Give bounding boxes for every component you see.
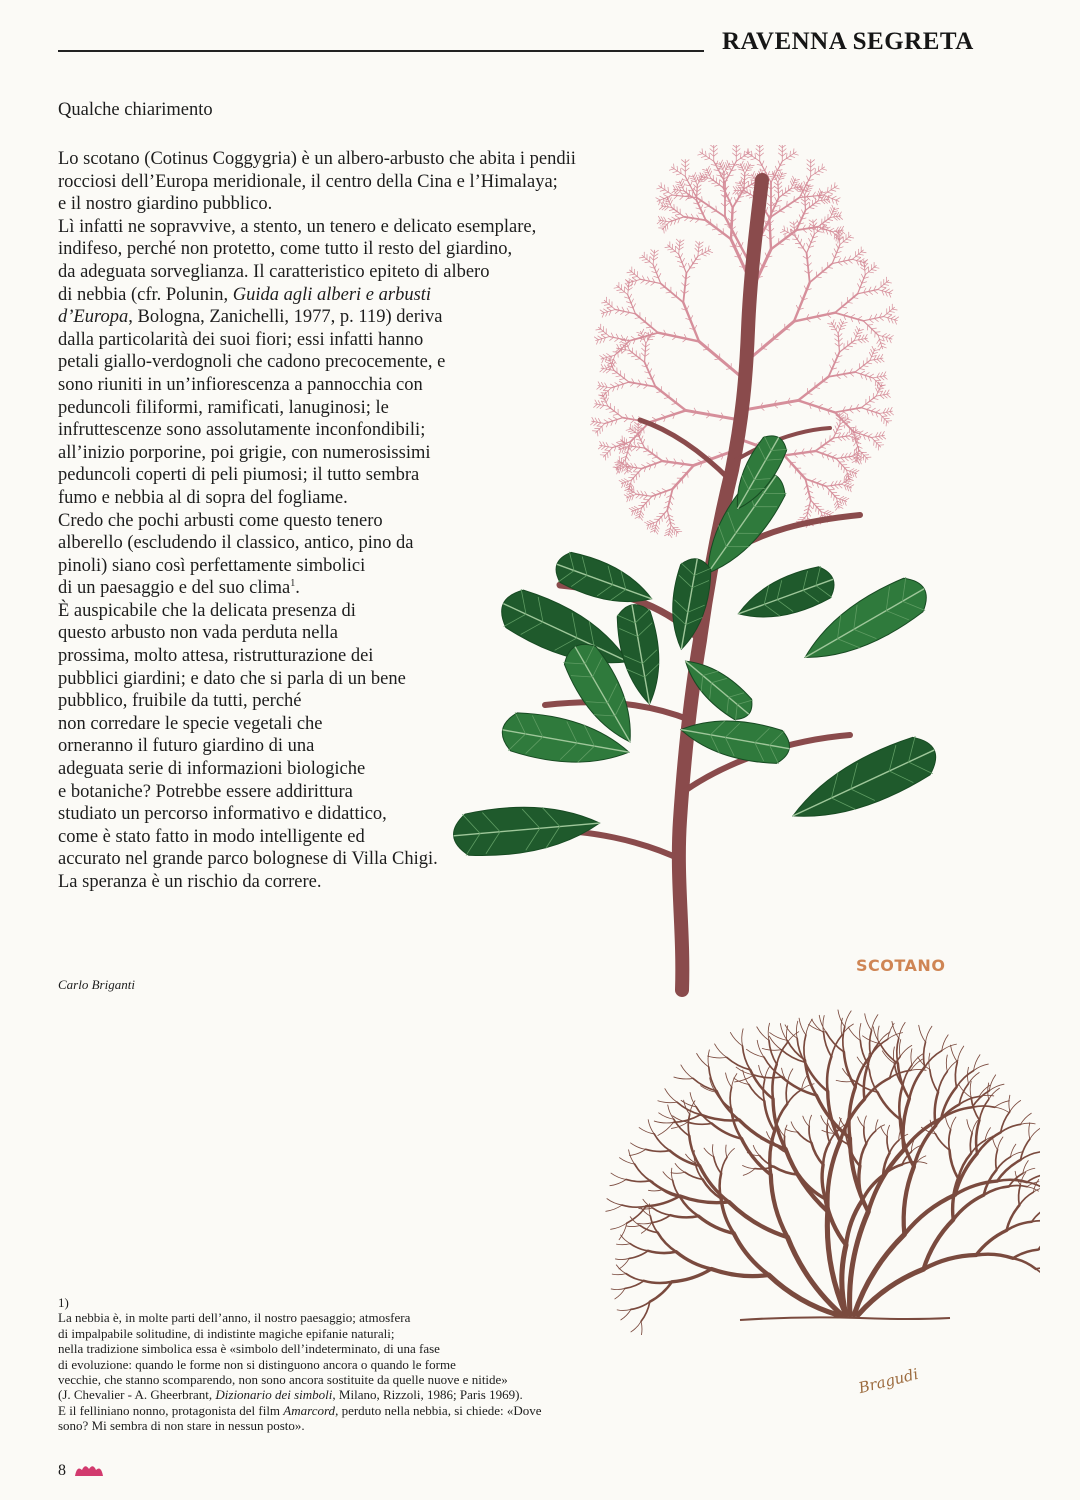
body-line: orneranno il futuro giardino di una: [58, 736, 315, 757]
body-line: all’inizio porporine, poi grigie, con numerosissimi: [58, 442, 431, 463]
leaf-shape: [783, 729, 944, 837]
body-line: e botaniche? Potrebbe essere addirittura: [58, 781, 353, 802]
section-heading: Qualche chiarimento: [58, 100, 213, 120]
artist-signature: Bragudi: [856, 1364, 921, 1398]
footnote-line: nella tradizione simbolica essa è «simbolo dell’indeterminato, di una fase: [58, 1341, 440, 1357]
footnote-text-run: (J. Chevalier - A. Gheerbrant,: [58, 1387, 216, 1403]
header-rule: [58, 50, 704, 52]
footnote-line: sono? Mi sembra di non stare in nessun posto».: [58, 1418, 305, 1434]
body-text-run: di nebbia (cfr. Polunin,: [58, 284, 233, 305]
body-line: accurato nel grande parco bolognese di Villa Chigi.: [58, 849, 438, 870]
body-line: pinoli) siano così perfettamente simbolici: [58, 555, 366, 576]
body-line: dalla particolarità dei suoi fiori; essi infatti hanno: [58, 329, 424, 350]
body-line: La speranza è un rischio da correre.: [58, 872, 322, 892]
body-line: rocciosi dell’Europa meridionale, il centro della Cina e l’Himalaya;: [58, 171, 558, 192]
body-line: indifeso, perché non protetto, come tutto il resto del giardino,: [58, 239, 513, 260]
body-line: petali giallo-verdognoli che cadono precocemente, e: [58, 352, 446, 373]
magazine-logo-icon: [73, 1462, 105, 1478]
leaf-shape: [732, 562, 840, 632]
author-name: Carlo Briganti: [58, 977, 135, 992]
footnote-text-run: , Milano, Rizzoli, 1986; Paris 1969).: [332, 1387, 523, 1403]
footnote-text-run: E il felliniano nonno, protagonista del film: [58, 1402, 284, 1418]
book-title: Guida agli alberi e arbusti: [232, 284, 432, 305]
body-line: sono riuniti in un’infiorescenza a pannocchia con: [58, 374, 423, 395]
body-line: alberello (escludendo il classico, antico, pino da: [58, 533, 414, 554]
book-title: d’Europa: [58, 307, 129, 328]
body-line: peduncoli filiformi, ramificati, lanuginosi; le: [58, 397, 389, 418]
body-line: di un paesaggio e del suo clima$^1$.: [58, 578, 300, 599]
footnote-reference[interactable]: 1: [290, 578, 296, 590]
footnote-line: [58, 1403, 698, 1418]
illustration-label: SCOTANO: [856, 956, 946, 975]
running-header-title: RAVENNA SEGRETA: [722, 28, 974, 55]
bare-shrub-illustration: [540, 925, 1040, 1335]
body-line: non corredare le specie vegetali che: [58, 713, 323, 734]
book-title: Dizionario dei simboli: [215, 1387, 333, 1403]
film-title: Amarcord: [283, 1402, 336, 1418]
footnote-line: vecchie, che stanno scomparendo, non sono ancora sostituite da quelle nuove e nitide»: [58, 1372, 508, 1388]
body-line: pubblici giardini; e dato che si parla di un bene: [58, 668, 406, 689]
footnote-line: di evoluzione: quando le forme non si distinguono ancora o quando le forme: [58, 1356, 456, 1372]
body-line: questo arbusto non vada perduta nella: [58, 623, 338, 644]
footnote-line: La nebbia è, in molte parti dell’anno, il nostro paesaggio; atmosfera: [58, 1310, 411, 1326]
footnote: [58, 1295, 698, 1434]
footnote-line: [58, 1387, 698, 1402]
body-line: Credo che pochi arbusti come questo tenero: [58, 510, 383, 531]
body-line: da adeguata sorveglianza. Il caratteristico epiteto di albero: [58, 261, 490, 282]
page-number: 8: [58, 1462, 66, 1479]
body-line: Lo scotano (Cotinus Coggygria) è un albero-arbusto che abita i pendii: [58, 149, 576, 169]
body-line: infruttescenze sono assolutamente inconfondibili;: [58, 420, 426, 441]
ground-line: [740, 1317, 950, 1320]
footnote-line: di impalpabile solitudine, di indistinte magiche epifanie naturali;: [58, 1325, 395, 1341]
scotano-branch-illustration: [430, 145, 990, 1005]
body-line: È auspicabile che la delicata presenza di: [58, 600, 356, 621]
body-line: peduncoli coperti di peli piumosi; il tutto sembra: [58, 465, 420, 486]
body-line: studiato un percorso informativo e didattico,: [58, 804, 387, 825]
body-line: Lì infatti ne sopravvive, a stento, un tenero e delicato esemplare,: [58, 216, 537, 237]
body-line: fumo e nebbia al di sopra del fogliame.: [58, 487, 348, 508]
body-line: e il nostro giardino pubblico.: [58, 194, 273, 215]
leaf-shape: [452, 800, 602, 859]
footnote-marker: 1): [58, 1295, 69, 1310]
body-text-run: di un paesaggio e del suo clima: [58, 578, 291, 599]
body-line: prossima, molto attesa, ristrutturazione dei: [58, 646, 374, 667]
footnote-text-run: , perduto nella nebbia, si chiede: «Dove: [335, 1402, 542, 1418]
body-line: come è stato fatto in modo intelligente ed: [58, 826, 365, 847]
body-line: adeguata serie di informazioni biologiche: [58, 759, 366, 780]
body-line: pubblico, fruibile da tutti, perché: [58, 691, 302, 712]
body-text-run: , Bologna, Zanichelli, 1977, p. 119) deriva: [128, 307, 443, 328]
